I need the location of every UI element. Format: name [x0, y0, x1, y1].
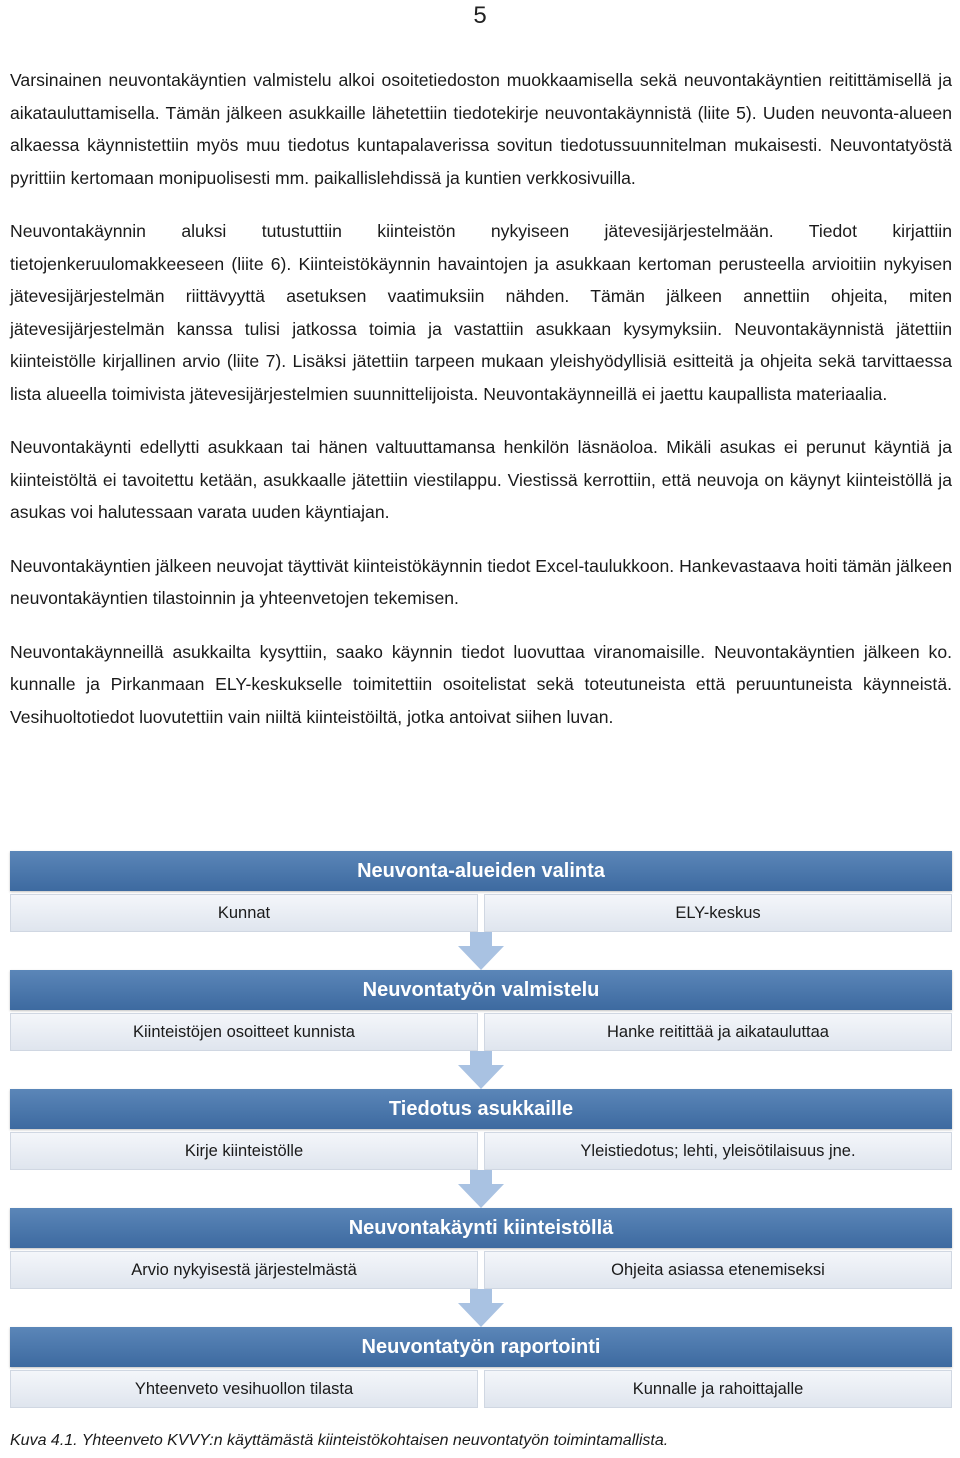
stage-left-item: Arvio nykyisestä järjestelmästä — [10, 1251, 478, 1289]
flow-stage — [10, 1208, 952, 1289]
body-text — [10, 64, 952, 754]
down-arrow-icon — [10, 932, 952, 970]
stage-title: Neuvontakäynti kiinteistöllä — [10, 1208, 952, 1248]
page-number: 5 — [473, 2, 487, 29]
stage-title: Tiedotus asukkaille — [10, 1089, 952, 1129]
stage-right-item: Hanke reitittää ja aikatauluttaa — [484, 1013, 952, 1051]
down-arrow-icon — [10, 1051, 952, 1089]
stage-right-item: Yleistiedotus; lehti, yleisötilaisuus jne. — [484, 1132, 952, 1170]
figure-caption: Kuva 4.1. Yhteenveto KVVY:n käyttämästä kiinteistökohtaisen neuvontatyön toimintamallista. — [10, 1432, 669, 1449]
stage-left-item: Yhteenveto vesihuollon tilasta — [10, 1370, 478, 1408]
stage-right-item: Kunnalle ja rahoittajalle — [484, 1370, 952, 1408]
stage-right-item: ELY-keskus — [484, 894, 952, 932]
flow-stage — [10, 1089, 952, 1170]
flow-stage — [10, 851, 952, 932]
stage-title: Neuvontatyön valmistelu — [10, 970, 952, 1010]
paragraph: Neuvontakäynneillä asukkailta kysyttiin, saako käynnin tiedot luovuttaa viranomaisille. Neuvontakäyntien jälkeen ko. kunnalle ja Pirkanmaan ELY-keskukselle toimitettiin osoitelistat sekä toteutuneista että peruuntuneista käynneistä. Vesihuoltotiedot luovutettiin vain niiltä kiinteistöiltä, jotka antoivat siihen luvan. — [10, 641, 952, 727]
stage-left-item: Kiinteistöjen osoitteet kunnista — [10, 1013, 478, 1051]
stage-left-item: Kirje kiinteistölle — [10, 1132, 478, 1170]
paragraph: Neuvontakäyntien jälkeen neuvojat täyttivät kiinteistökäynnin tiedot Excel-taulukkoon. Hankevastaava hoiti tämän jälkeen neuvontakäyntien tilastoinnin ja yhteenvetojen tekemisen. — [10, 555, 952, 608]
stage-title: Neuvontatyön raportointi — [10, 1327, 952, 1367]
process-flow-diagram — [10, 851, 952, 1408]
down-arrow-icon — [10, 1170, 952, 1208]
paragraph: Varsinainen neuvontakäyntien valmistelu alkoi osoitetiedoston muokkaamisella sekä neuvontakäyntien reitittämisellä ja aikatauluttamisella. Tämän jälkeen asukkaille lähetettiin tiedotekirje neuvontakäynnistä (liite 5). Uuden neuvonta-alueen alkaessa käynnistettiin myös muu tiedotus kuntapalaverissa sovitun tiedotussuunnitelman mukaisesti. Neuvontatyöstä pyrittiin kertomaan monipuolisesti mm. paikallislehdissä ja kuntien verkkosivuilla. — [10, 70, 952, 188]
flow-stage — [10, 970, 952, 1051]
stage-right-item: Ohjeita asiassa etenemiseksi — [484, 1251, 952, 1289]
stage-left-item: Kunnat — [10, 894, 478, 932]
paragraph: Neuvontakäynti edellytti asukkaan tai hänen valtuuttamansa henkilön läsnäoloa. Mikäli asukas ei perunut käyntiä ja kiinteistöltä ei tavoitettu ketään, asukkaalle jätettiin viestilappu. Viestissä kerrottiin, että neuvoja on käynyt kiinteistöllä ja asukas voi halutessaan varata uuden käyntiajan. — [10, 437, 952, 522]
down-arrow-icon — [10, 1289, 952, 1327]
stage-title: Neuvonta-alueiden valinta — [10, 851, 952, 891]
flow-stage — [10, 1327, 952, 1408]
paragraph: Neuvontakäynnin aluksi tutustuttiin kiinteistön nykyiseen jätevesijärjestelmään. Tiedot kirjattiin tietojenkeruulomakkeeseen (liite 6). Kiinteistökäynnin havaintojen ja asukkaan kertoman perusteella arvioitiin nykyisen jätevesijärjestelmän riittävyyttä asetuksen vaatimuksiin nähden. Tämän jälkeen annettiin ohjeita, miten jätevesijärjestelmän kanssa tulisi jatkossa toimia ja vastattiin asukkaan kysymyksiin. Neuvontakäynnistä jätettiin kiinteistölle kirjallinen arvio (liite 7). Lisäksi jätettiin tarpeen mukaan yleishyödyllisiä esitteitä ja ohjeita sekä tarvittaessa lista alueella toimivista jätevesijärjestelmien suunnittelijoista. Neuvontakäynneillä ei jaettu kaupallista materiaalia. — [10, 221, 952, 404]
